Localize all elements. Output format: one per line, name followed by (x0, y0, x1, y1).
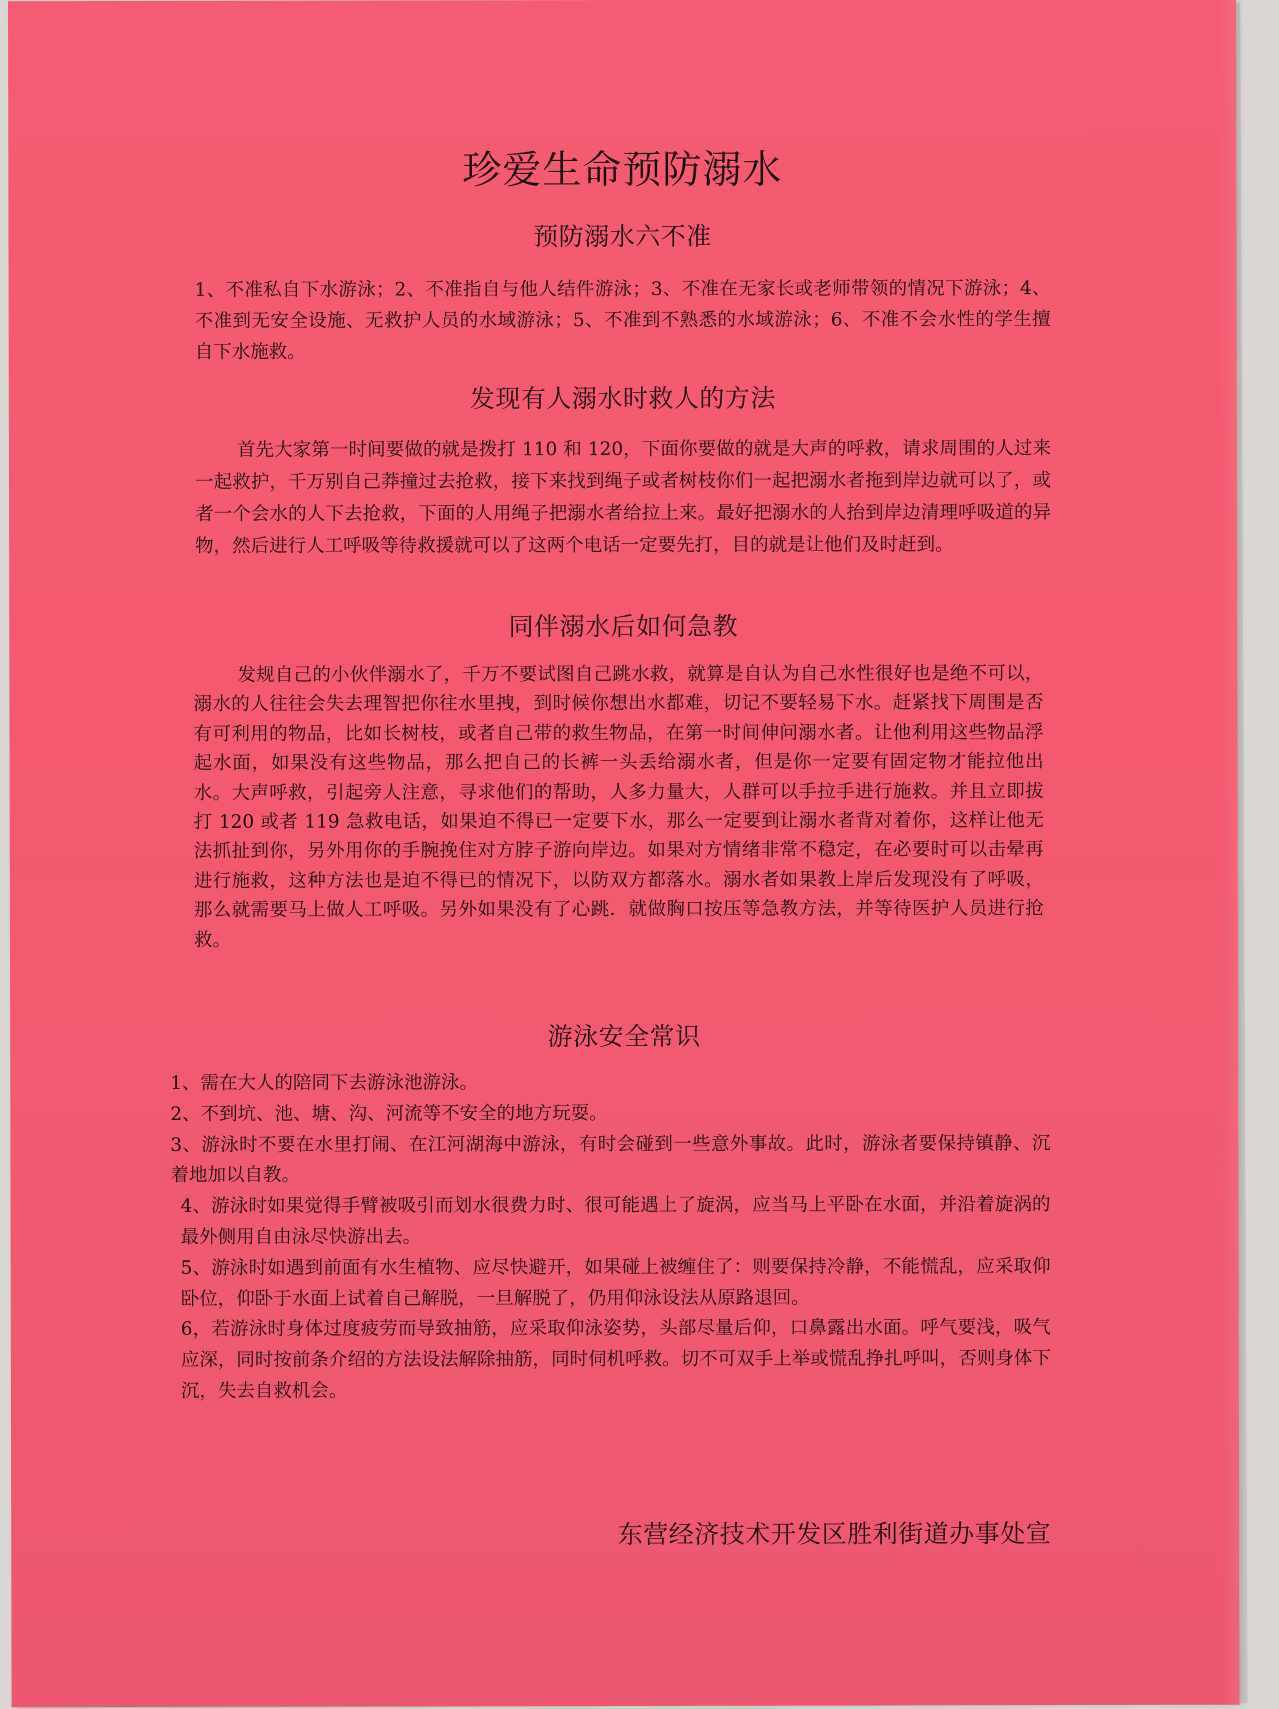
section-heading-companion-rescue: 同伴溺水后如何急教 (508, 611, 739, 642)
list-item: 1、需在大人的陪同下去游泳池游泳。 (170, 1072, 479, 1094)
list-item: 5、游泳时如遇到前面有水生植物、应尽快避开，如果碰上被缠住了：则要保持冷静，不能慌乱，应采取仰卧位，仰卧于水面上试着自己解脱，一旦解脱了，仍用仰泳设法从原路退回。 (180, 1255, 1051, 1310)
list-item: 3、游泳时不要在水里打闹、在江河湖海中游泳，有时会碰到一些意外事故。此时，游泳者要保持镇静、沉着地加以自教。 (170, 1132, 1051, 1187)
list-item: 2、不到坑、池、塘、沟、河流等不安全的地方玩耍。 (170, 1102, 608, 1125)
section-heading-six-rules: 预防溺水六不准 (533, 221, 712, 252)
issuer-signoff: 东营经济技术开发区胜利街道办事处宣 (617, 1519, 1052, 1550)
rescue-method-text: 首先大家第一时间要做的就是拨打 110 和 120，下面你要做的就是大声的呼救，请求周围的人过来一起救护，千万别自己莽撞过去抢救，接下来找到绳子或者树枝你们一起把溺水者拖到岸边就可以了，或者一个会水的人下去抢救，下面的人用绳子把溺水者给拉上来。最好把溺水的人抬到岸边清理呼吸道的异物，然后进行人工呼吸等待救援就可以了这两个电话一定要先打，目的就是让他们及时赶到。 (194, 438, 1052, 557)
section-heading-rescue-method: 发现有人溺水时救人的方法 (469, 383, 776, 414)
swim-safety-list (170, 1067, 1051, 1408)
flyer-content (8, 0, 1240, 1707)
list-item: 4、游泳时如果觉得手臂被吸引而划水很费力时、很可能遇上了旋涡，应当马上平卧在水面，并沿着旋涡的最外侧用自由泳尽快游出去。 (180, 1194, 1051, 1248)
red-flyer-sheet (8, 0, 1240, 1707)
companion-rescue-text: 发规自己的小伙伴溺水了，千万不要试图自己跳水救，就算是自认为自己水性很好也是绝不可以，溺水的人往往会失去理智把你往水里拽，到时候你想出水都难，切记不要轻易下水。赶紧找下周围是否有可利用的物品，比如长树枝，或者自己带的救生物品，在第一时间伸问溺水者。让他利用这些物品浮起水面，如果没有这些物品，那么把自己的长裤一头丢给溺水者，但是你一定要有固定物才能拉他出水。大声呼救，引起旁人注意，寻求他们的帮助，人多力量大，人群可以手拉手进行施救。并且立即拔打 120 或者 119 急救电话，如果迫不得已一定要下水，那么一定要到让溺水者背对着你，这样让他无法抓扯到你，另外用你的手腕挽住对方脖子游向岸边。如果对方情绪非常不稳定，在必要时可以击晕再进行施救，这种方法也是迫不得已的情况下，以防双方都落水。溺水者如果教上岸后发现没有了呼吸，那么就需要马上做人工呼吸。另外如果没有了心跳．就做胸口按压等急教方法，并等待医护人员进行抢救。 (193, 663, 1044, 951)
six-rules-text: 1、不准私自下水游泳；2、不准指自与他人结件游泳；3、不准在无家长或老师带领的情况下游泳；4、不准到无安全设施、无救护人员的水域游泳；5、不准到不熟悉的水域游泳；6、不准不会水性的学生擅自下水施救。 (194, 278, 1051, 363)
list-item: 6，若游泳时身体过度疲劳而导致抽筋，应采取仰泳姿势，头部尽量后仰，口鼻露出水面。呼气要浅，吸气应深，同时按前条介绍的方法设法解除抽筋，同时伺机呼救。切不可双手上举或慌乱挣扎呼叫，否则身体下沉，失去自救机会。 (180, 1317, 1051, 1402)
section-heading-swim-safety: 游泳安全常识 (547, 1021, 701, 1052)
flyer-title: 珍爱生命预防溺水 (462, 147, 783, 194)
